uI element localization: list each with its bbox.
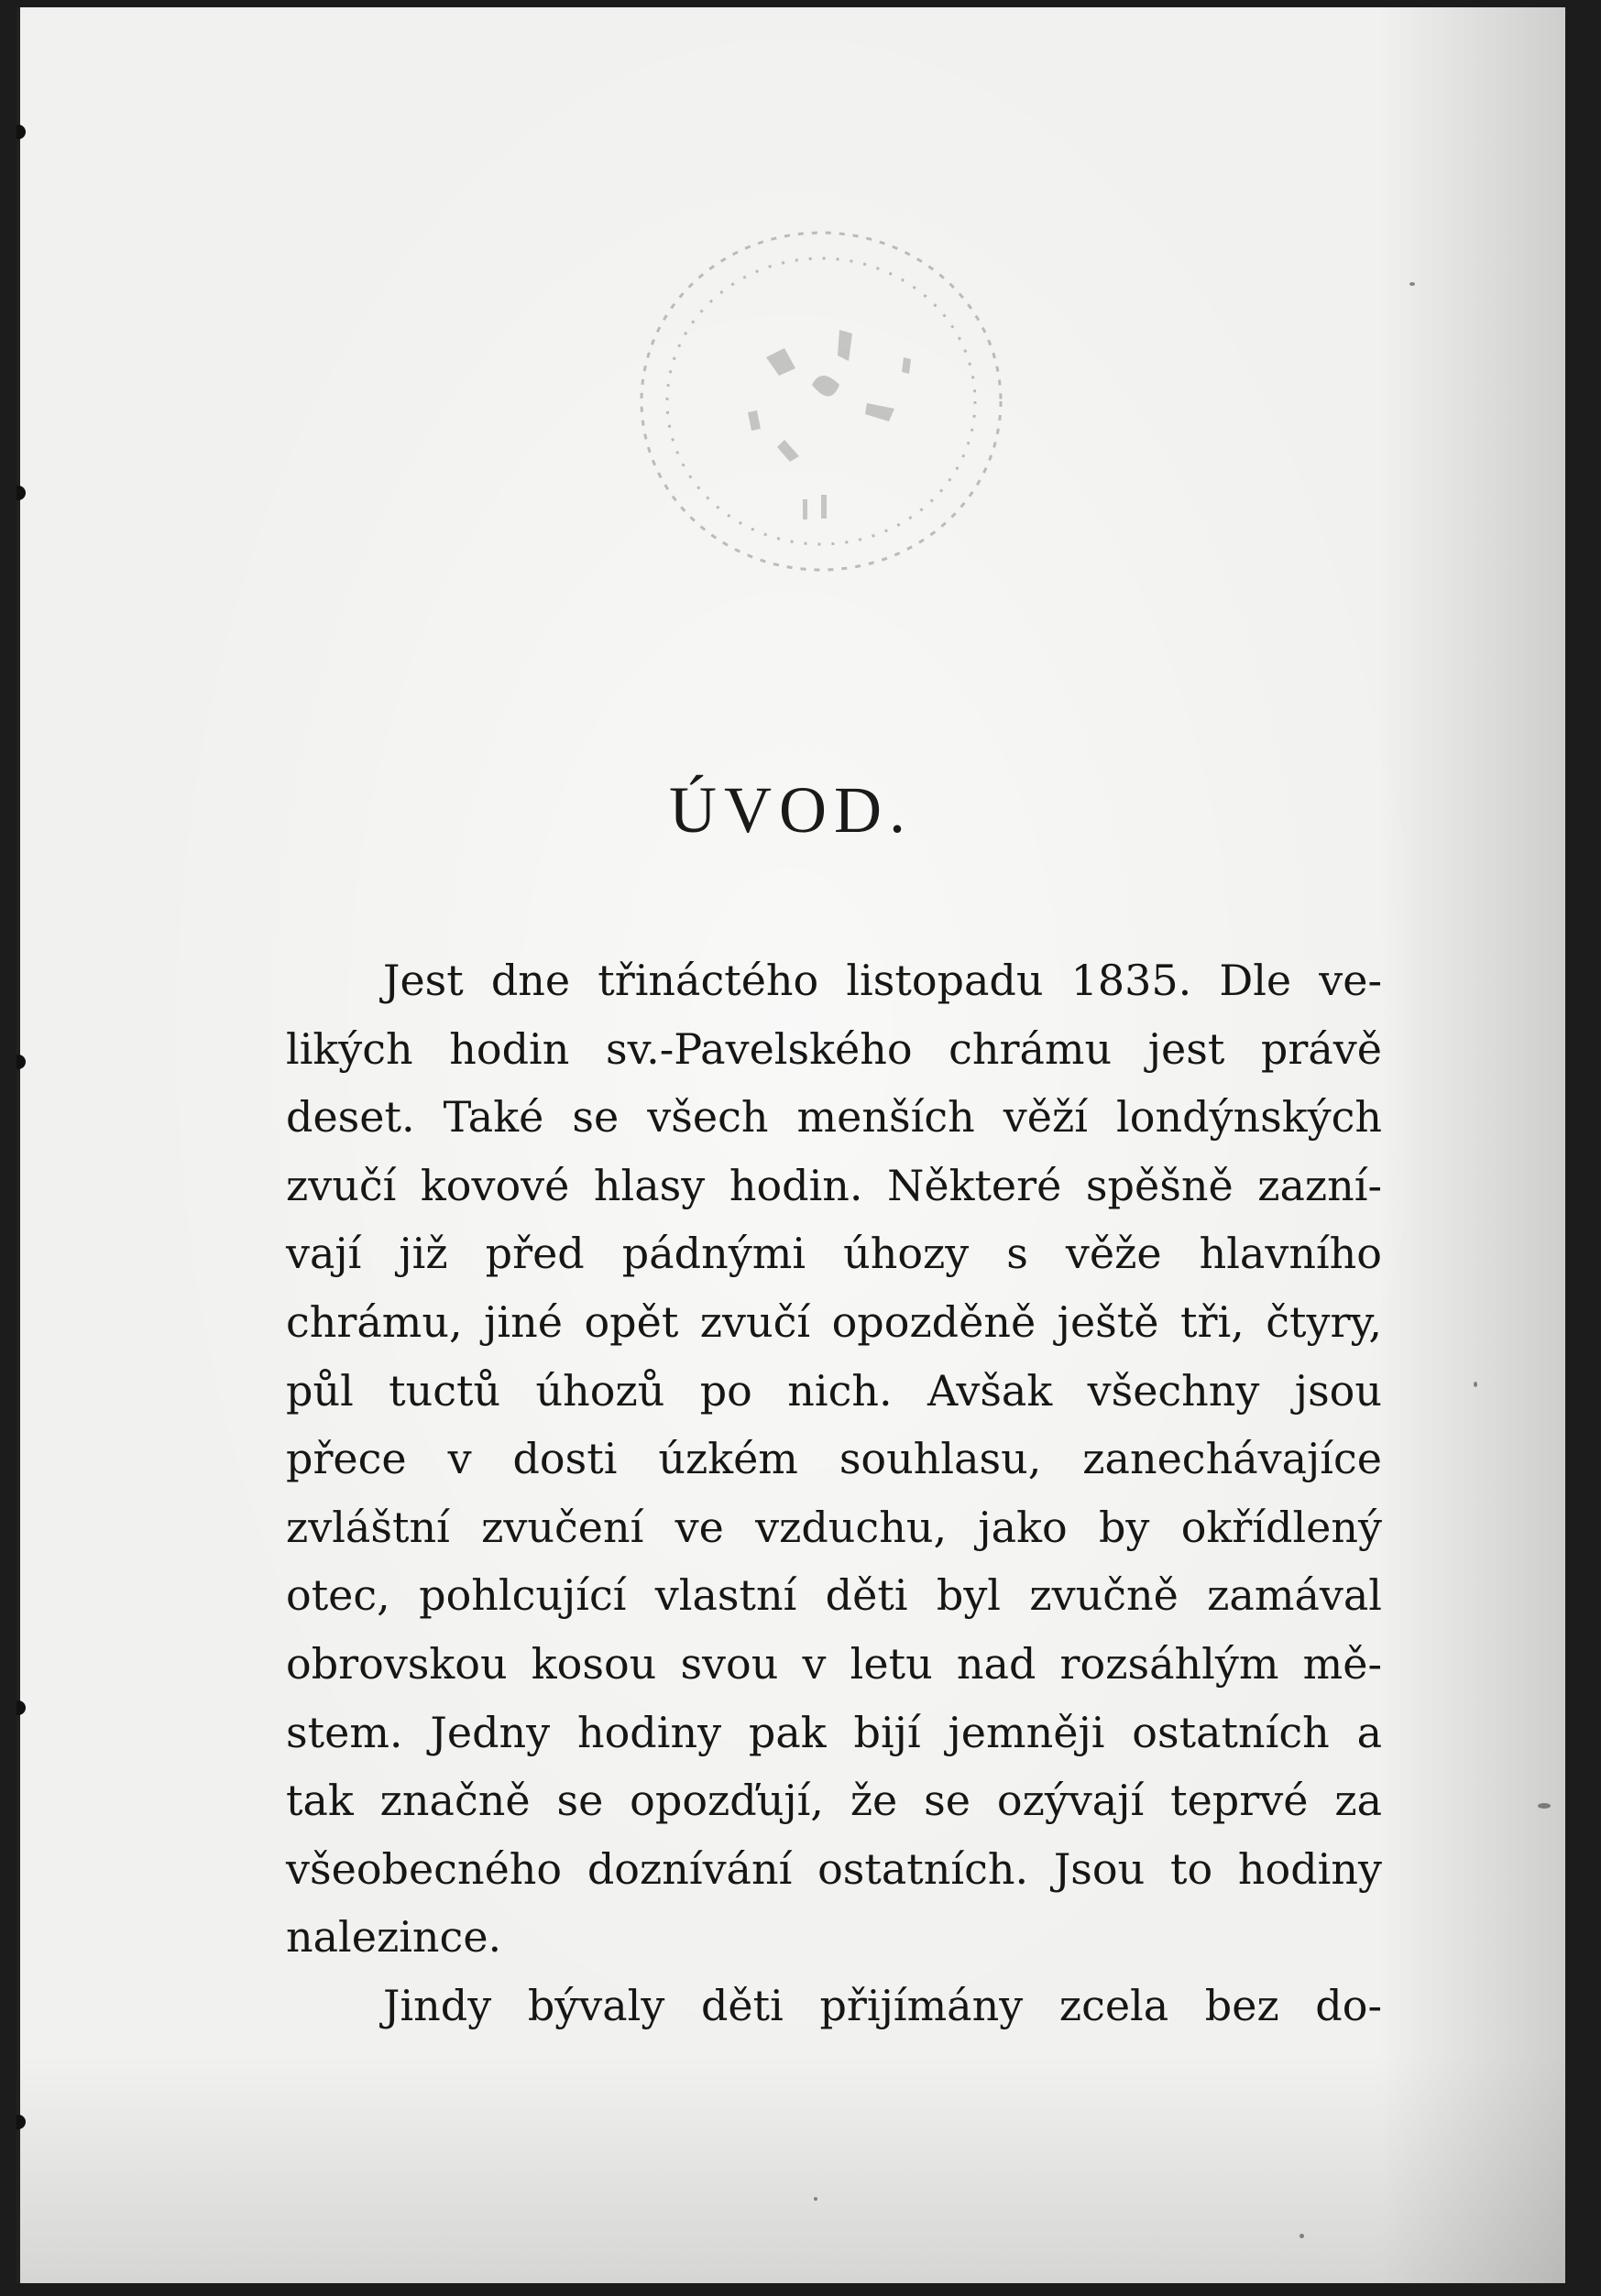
scan-speck [1409,282,1415,286]
text-line: Jindy bývaly děti přijímány zcela bez do- [383,1980,1382,2030]
text-line: Jest dne třináctého listopadu 1835. Dle ve- [383,956,1382,1005]
text-line: chrámu, jiné opět zvučí opozděně ještě tři, čtyry, [286,1296,1382,1347]
text-line: nalezince. [286,1912,502,1963]
body-text [286,946,1382,2040]
paragraph [286,1972,1382,2040]
text-line: přece v dosti úzkém souhlasu, zanechávajíce [286,1434,1382,1484]
scan-speck [1474,1382,1477,1387]
scanned-page [16,7,1565,2283]
text-line: stem. Jedny hodiny pak bijí jemněji ostatních a [286,1707,1382,1757]
binding-edge [16,7,20,2283]
text-line: půl tuctů úhozů po nich. Avšak všechny jsou [286,1365,1382,1416]
text-line: zvučí kovové hlasy hodin. Některé spěšně zazní- [286,1160,1382,1210]
text-line: deset. Také se všech menších věží londýnských [286,1092,1382,1143]
scan-speck [1299,2234,1304,2238]
text-line: všeobecného doznívání ostatních. Jsou to hodiny [286,1843,1382,1894]
library-stamp-icon [629,220,1014,583]
paragraph [286,946,1382,1972]
text-line: zvláštní zvučení ve vzduchu, jako by okřídlený [286,1502,1382,1552]
binding-mark [16,2115,26,2129]
text-line: tak značně se opozďují, že se ozývají teprvé za [286,1776,1382,1826]
chapter-title: ÚVOD. [669,773,913,847]
binding-mark [16,1700,26,1715]
binding-mark [16,486,26,500]
scan-speck [814,2197,817,2201]
text-line: vají již před pádnými úhozy s věže hlavního [286,1229,1382,1279]
binding-mark [16,1055,26,1069]
text-line: likých hodin sv.-Pavelského chrámu jest právě [286,1023,1382,1074]
text-line: obrovskou kosou svou v letu nad rozsáhlým mě- [286,1638,1382,1689]
scan-speck [1538,1803,1551,1809]
text-line: otec, pohlcující vlastní děti byl zvučně zamával [286,1570,1382,1621]
binding-mark [16,125,26,139]
